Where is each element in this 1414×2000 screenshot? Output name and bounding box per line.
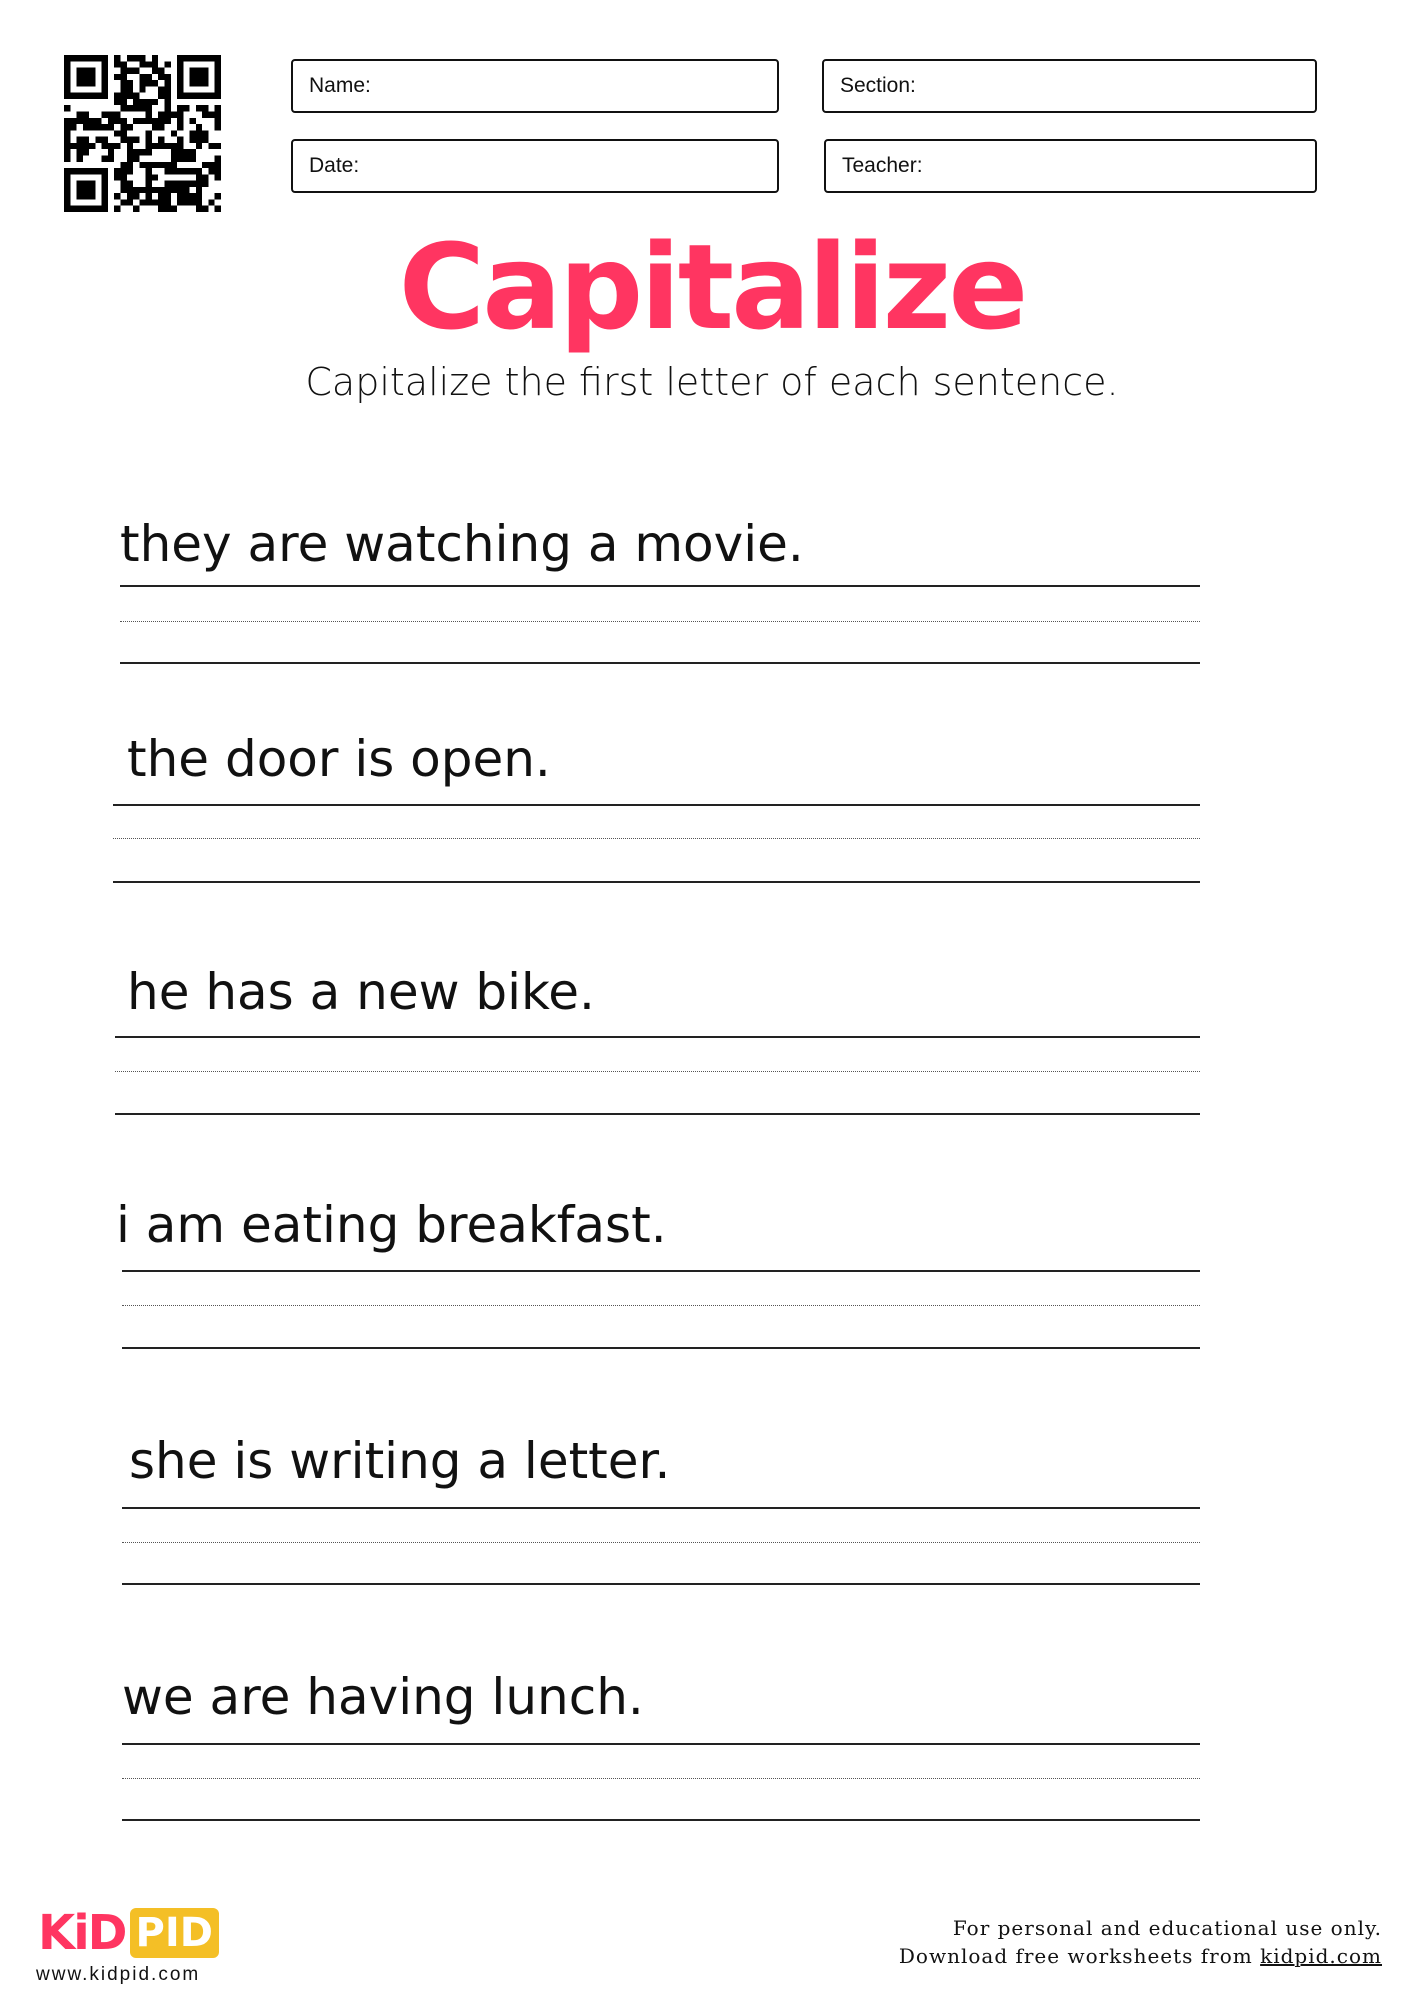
writing-baseline[interactable] — [122, 1583, 1200, 1585]
page-title: Capitalize — [398, 218, 1026, 356]
writing-top-line[interactable] — [120, 585, 1200, 587]
instruction: Capitalize the first letter of each sentence. — [305, 360, 1119, 404]
writing-top-line[interactable] — [115, 1036, 1200, 1038]
writing-top-line[interactable] — [122, 1507, 1200, 1509]
writing-top-line[interactable] — [122, 1743, 1200, 1745]
sentence-text: he has a new bike. — [127, 963, 595, 1021]
writing-midline[interactable] — [113, 838, 1200, 839]
teacher-field[interactable] — [824, 139, 1317, 193]
teacher-label: Teacher: — [842, 154, 923, 177]
sentence-text: the door is open. — [127, 730, 551, 788]
writing-baseline[interactable] — [113, 881, 1200, 883]
download-text: Download free worksheets from — [898, 1944, 1261, 1968]
sentence-text: she is writing a letter. — [129, 1432, 671, 1490]
section-label: Section: — [840, 74, 916, 97]
kidpid-logo — [38, 1905, 219, 1961]
writing-baseline[interactable] — [120, 662, 1200, 664]
website-text: www.kidpid.com — [36, 1964, 201, 1985]
sentence-text: we are having lunch. — [122, 1668, 644, 1726]
name-label: Name: — [309, 74, 371, 97]
writing-baseline[interactable] — [122, 1347, 1200, 1349]
writing-midline[interactable] — [122, 1778, 1200, 1779]
writing-midline[interactable] — [122, 1542, 1200, 1543]
writing-midline[interactable] — [122, 1305, 1200, 1306]
logo-kid: KiD — [38, 1905, 126, 1961]
kidpid-link[interactable]: kidpid.com — [1260, 1944, 1382, 1968]
writing-top-line[interactable] — [113, 804, 1200, 806]
logo-pid: PID — [130, 1908, 219, 1958]
writing-top-line[interactable] — [122, 1270, 1200, 1272]
date-field[interactable] — [291, 139, 779, 193]
sentence-text: i am eating breakfast. — [116, 1196, 667, 1254]
name-field[interactable] — [291, 59, 779, 113]
writing-baseline[interactable] — [122, 1819, 1200, 1821]
usage-note: For personal and educational use only. — [952, 1916, 1382, 1940]
date-label: Date: — [309, 154, 360, 177]
qr-code — [64, 55, 221, 212]
sentence-text: they are watching a movie. — [120, 515, 804, 573]
writing-midline[interactable] — [115, 1071, 1200, 1072]
download-note — [899, 1944, 1382, 1968]
writing-midline[interactable] — [120, 621, 1200, 622]
writing-baseline[interactable] — [115, 1113, 1200, 1115]
section-field[interactable] — [822, 59, 1317, 113]
